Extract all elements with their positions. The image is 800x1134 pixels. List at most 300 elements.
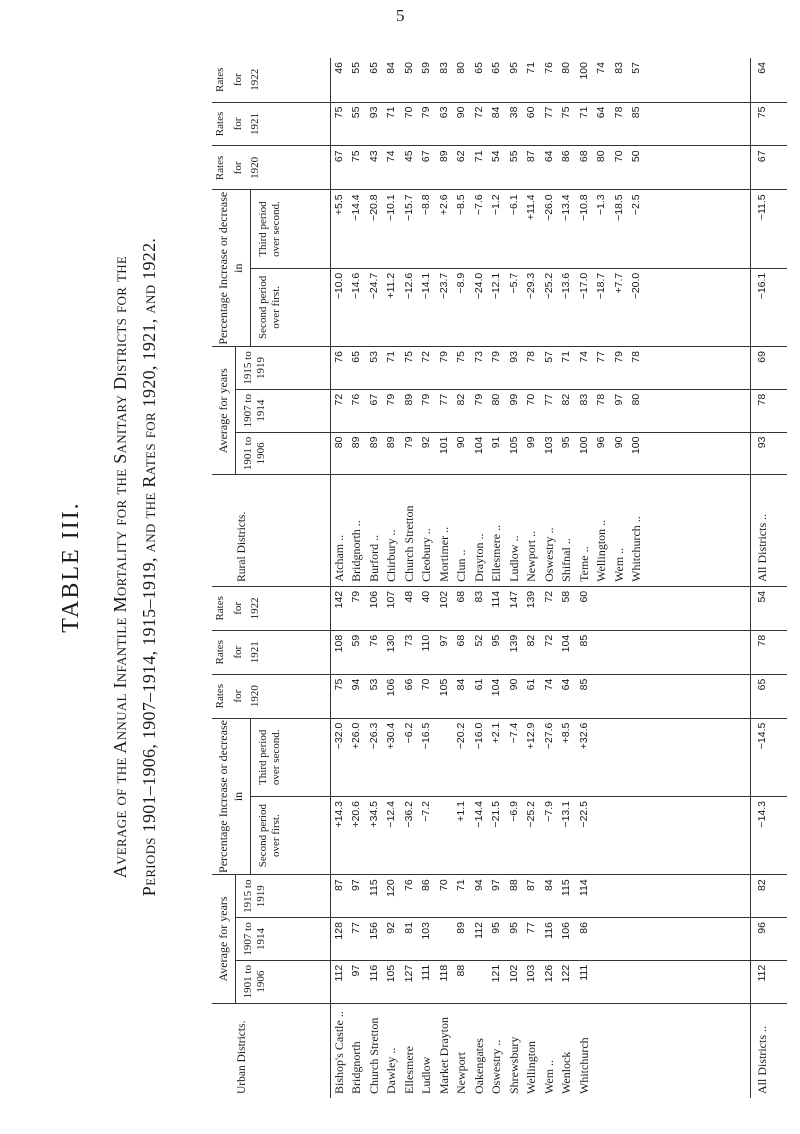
table-cell: 48 [402, 590, 415, 603]
rural-all-rates-1921: 75 [750, 102, 787, 146]
table-cell: 78 [595, 393, 607, 406]
table-cell: −23.7 [437, 272, 450, 300]
table-cell: 116 [542, 922, 555, 939]
table-cell: 108 [332, 634, 345, 653]
table-cell: −6.2 [402, 722, 415, 744]
table-cell: 68 [455, 634, 467, 647]
rates-1922-header: Rates for 1922 [212, 586, 330, 630]
table-cell: 93 [507, 351, 520, 363]
table-cell: 114 [490, 590, 502, 608]
table-cell: 106 [560, 922, 572, 940]
table-cell: 106 [385, 678, 397, 697]
table-cell: 103 [525, 964, 537, 983]
table-cell: 75 [350, 150, 362, 163]
table-cell: 85 [577, 634, 590, 647]
table-cell: 76 [332, 351, 345, 363]
table-cell: −22.5 [577, 800, 590, 828]
table-cell: −8.5 [455, 194, 467, 216]
table-cell: 70 [402, 106, 415, 119]
district-name: Drayton .. [471, 533, 486, 582]
table-cell: 73 [402, 634, 415, 647]
table-cell: 88 [507, 879, 520, 892]
table-cell: 77 [525, 922, 537, 934]
table-cell: 84 [542, 879, 555, 892]
period-1907-1914: 1907 to 1914 [236, 389, 330, 432]
district-name: Wem .. [541, 1059, 556, 1094]
district-name: Shrewsbury [506, 1036, 521, 1094]
district-name: Wem .. [611, 547, 626, 582]
table-cell: 80 [455, 62, 467, 74]
table-cell: −32.0 [332, 722, 345, 750]
table-cell: 89 [455, 922, 467, 934]
table-cell: 89 [367, 436, 380, 449]
table-cell: 95 [490, 634, 502, 647]
rural-all-pct-third-over-second: −11.5 [750, 190, 787, 268]
table-cell: 60 [577, 590, 590, 603]
district-name: Bridgnorth [349, 1041, 363, 1094]
table-cell: 104 [472, 436, 485, 455]
table-cell: −25.2 [525, 800, 537, 828]
table-cell: 78 [630, 351, 642, 363]
table-cell: 78 [525, 351, 537, 363]
rural-pct-third-over-second [330, 190, 750, 268]
table-cell: 65 [367, 62, 380, 74]
table-cell: +32.6 [577, 722, 590, 750]
table-cell: 105 [507, 436, 520, 455]
table-cell: 90 [455, 436, 467, 449]
table-cell: 139 [507, 634, 520, 653]
table-cell: 87 [525, 879, 537, 892]
table-cell: 71 [385, 106, 397, 119]
table-cell: 65 [350, 351, 362, 363]
district-name: Ludlow .. [506, 535, 521, 582]
table-cell: −14.1 [420, 272, 432, 300]
table-cell: −13.4 [560, 194, 572, 221]
table-cell: 97 [350, 964, 362, 977]
table-cell: −21.5 [490, 800, 502, 828]
table-cell: −20.8 [367, 194, 380, 221]
table-cell: 115 [560, 879, 572, 897]
table-cell: +26.0 [350, 722, 362, 750]
percentage-label: Percentage Increase or decrease in [212, 190, 251, 346]
urban-pct-third-over-second [330, 718, 750, 796]
table-cell: 80 [630, 393, 642, 406]
rural-all-avg-1907-1914: 78 [750, 389, 787, 432]
rural-all-avg-1901-1906: 93 [750, 432, 787, 475]
rural-percentage-header [212, 190, 330, 347]
table-cell: −6.1 [507, 194, 520, 216]
urban-percentage-header [212, 718, 330, 875]
table-cell: 130 [385, 634, 397, 653]
table-cell: 79 [490, 351, 502, 363]
table-cell: 90 [507, 678, 520, 691]
table-cell: 89 [385, 436, 397, 449]
table-cell: −14.6 [350, 272, 362, 300]
urban-rates-1922 [330, 586, 750, 630]
rural-all-avg-1915-1919: 69 [750, 347, 787, 390]
rural-avg-1915-1919 [330, 347, 750, 390]
table-cell: 99 [507, 393, 520, 406]
table-cell: 127 [402, 964, 415, 983]
table-cell: −27.6 [542, 722, 555, 750]
table-cell: 110 [420, 634, 432, 652]
table-cell: +5.5 [332, 194, 345, 216]
table-cell: 75 [332, 678, 345, 691]
table-cell: 71 [385, 351, 397, 363]
table-cell: −7.9 [542, 800, 555, 822]
table-cell: 83 [612, 62, 625, 74]
table-cell: 64 [595, 106, 607, 119]
period-1901-1906: 1901 to 1906 [236, 432, 330, 475]
table-cell: 92 [385, 922, 397, 934]
district-name: Burford .. [366, 534, 381, 582]
table-cell: 77 [350, 922, 362, 934]
table-cell: −16.0 [472, 722, 485, 750]
table-cell: 76 [367, 634, 380, 647]
table-cell: 94 [472, 879, 485, 892]
table-cell: −8.8 [420, 194, 432, 216]
table-cell: −18.5 [612, 194, 625, 221]
table-cell: 79 [437, 351, 450, 363]
table-cell: 156 [367, 922, 380, 940]
table-cell: +7.7 [612, 272, 625, 294]
urban-pct-second-over-first [330, 796, 750, 874]
table-cell: 86 [420, 879, 432, 892]
district-name: Cleobury .. [419, 528, 433, 582]
table-cell: 90 [455, 106, 467, 119]
table-cell: −36.2 [402, 800, 415, 828]
table-cell: 63 [437, 106, 450, 119]
table-cell: 115 [367, 879, 380, 897]
table-cell: 76 [402, 879, 415, 892]
rural-average-header [212, 347, 330, 475]
table-cell: −20.0 [630, 272, 642, 300]
table-cell: 105 [385, 964, 397, 983]
table-cell: 89 [350, 436, 362, 449]
table-cell: 55 [350, 106, 362, 119]
table-cell: 94 [350, 678, 362, 691]
table-cell: 102 [507, 964, 520, 983]
table-cell: 111 [420, 964, 432, 981]
table-cell: 75 [560, 106, 572, 119]
table-cell: 54 [490, 150, 502, 163]
rural-avg-1907-1914 [330, 389, 750, 432]
second-over-first-label: Second period over first. [251, 796, 330, 874]
table-cell: −20.2 [455, 722, 467, 750]
table-cell: −14.4 [472, 800, 485, 828]
urban-section-title: Urban Districts. [212, 1003, 330, 1098]
table-cell: 79 [420, 106, 432, 119]
table-cell: 97 [437, 634, 450, 647]
table-cell: −16.5 [420, 722, 432, 750]
table-cell: 99 [525, 436, 537, 449]
table-cell: 61 [472, 678, 485, 691]
table-cell: 77 [542, 106, 555, 119]
table-cell: −18.7 [595, 272, 607, 300]
table-cell: 112 [472, 922, 485, 939]
urban-district-names [330, 1003, 750, 1098]
district-name: Oswestry .. [541, 527, 556, 582]
table-cell: 70 [420, 678, 432, 691]
district-name: Atcham .. [331, 534, 346, 582]
table-cell: 70 [612, 150, 625, 163]
table-cell: 79 [350, 590, 362, 603]
table-cell: 65 [472, 62, 485, 74]
table-heading [0, 0, 190, 1134]
table-cell: 75 [455, 351, 467, 363]
period-1907-1914: 1907 to 1914 [236, 917, 330, 960]
rural-district-names [330, 475, 750, 587]
table-cell: 77 [437, 393, 450, 406]
table-cell: −17.0 [577, 272, 590, 300]
urban-all-avg-1901-1906: 112 [750, 960, 787, 1003]
table-cell [436, 801, 454, 870]
table-cell: 72 [542, 634, 555, 647]
table-cell: 120 [385, 879, 397, 897]
table-cell: 103 [420, 922, 432, 940]
table-cell [436, 922, 454, 956]
district-name: Bridgnorth .. [349, 520, 363, 582]
table-cell: 72 [542, 590, 555, 603]
table-cell: −2.5 [630, 194, 642, 216]
district-name: Clun .. [454, 549, 468, 582]
table-cell: 40 [420, 590, 432, 603]
table-title-line-1: Average of the Annual Infantile Mortality for the Sanitary Districts for the [110, 255, 130, 879]
table-cell: 97 [350, 879, 362, 892]
table-cell: 88 [455, 964, 467, 977]
table-cell: 97 [490, 879, 502, 892]
urban-avg-1915-1919 [330, 875, 750, 918]
table-cell: 126 [542, 964, 555, 983]
table-cell: 76 [542, 62, 555, 74]
table-cell: 67 [367, 393, 380, 406]
district-name: Ellesmere .. [489, 524, 503, 582]
table-cell: −1.2 [490, 194, 502, 216]
table-cell: 116 [367, 964, 380, 982]
district-name: Oswestry .. [489, 1039, 503, 1094]
table-cell: 84 [490, 106, 502, 119]
table-cell: 83 [577, 393, 590, 406]
district-name: Oakengates [471, 1038, 486, 1094]
table-cell: 80 [595, 150, 607, 163]
table-cell: 71 [577, 106, 590, 119]
table-cell: −26.0 [542, 194, 555, 221]
district-name: Market Drayton [436, 1017, 451, 1094]
urban-all-avg-1907-1914: 96 [750, 918, 787, 961]
table-cell: 103 [542, 436, 555, 455]
table-cell: 122 [560, 964, 572, 983]
table-cell: 82 [455, 393, 467, 406]
urban-all-pct-third-over-second: −14.5 [750, 718, 787, 796]
table-cell: −14.4 [350, 194, 362, 221]
urban-avg-1901-1906 [330, 960, 750, 1003]
table-cell: 64 [560, 678, 572, 691]
urban-rates-1921 [330, 630, 750, 674]
table-cell: 78 [612, 106, 625, 119]
district-name: Wellington .. [594, 519, 608, 582]
average-for-years-label: Average for years [212, 347, 236, 474]
table-cell: +8.5 [560, 722, 572, 744]
urban-all-districts-label: All Districts .. [750, 1003, 787, 1098]
table-cell: 84 [455, 678, 467, 691]
table-cell: 86 [560, 150, 572, 163]
table-cell: 121 [490, 964, 502, 983]
rural-all-districts-label: All Districts .. [750, 475, 787, 587]
infant-mortality-table [212, 58, 787, 1098]
table-cell: 142 [332, 590, 345, 609]
table-cell: 97 [612, 393, 625, 406]
page-number: 5 [396, 6, 405, 25]
table-cell: 58 [560, 590, 572, 603]
table-cell: 59 [350, 634, 362, 647]
table-cell: 55 [350, 62, 362, 74]
table-cell: 61 [525, 678, 537, 691]
table-cell: 50 [630, 150, 642, 163]
table-cell: −7.6 [472, 194, 485, 216]
table-cell: 75 [402, 351, 415, 363]
table-cell: 79 [612, 351, 625, 363]
table-cell: 74 [542, 678, 555, 691]
table-cell: 70 [525, 393, 537, 406]
rural-rates-1922 [330, 58, 750, 102]
rural-avg-1901-1906 [330, 432, 750, 475]
table-cell: 105 [437, 678, 450, 697]
rates-1921-header: Rates for 1921 [212, 102, 330, 146]
table-cell: 71 [560, 351, 572, 363]
table-cell: 57 [630, 62, 642, 74]
table-cell: 72 [420, 351, 432, 363]
table-cell: 80 [332, 436, 345, 449]
table-cell: 89 [437, 150, 450, 163]
table-cell: 111 [577, 964, 590, 981]
table-number: TABLE III. [58, 501, 84, 633]
urban-avg-1907-1914 [330, 918, 750, 961]
urban-all-rates-1921: 78 [750, 630, 787, 674]
table-cell: 95 [507, 922, 520, 934]
table-cell: 118 [437, 964, 450, 982]
table-title-line-2: Periods 1901–1906, 1907–1914, 1915–1919, and the Rates for 1920, 1921, and 1922. [139, 237, 159, 897]
table-cell: 100 [577, 62, 590, 80]
rates-1920-header: Rates for 1920 [212, 674, 330, 718]
district-name: Newport [454, 1052, 468, 1094]
table-cell: 53 [367, 351, 380, 363]
table-cell: 139 [525, 590, 537, 609]
table-cell: +20.6 [350, 800, 362, 828]
table-cell: 79 [402, 436, 415, 449]
table-cell: 83 [437, 62, 450, 74]
table-cell: 50 [402, 62, 415, 74]
table-cell: +2.6 [437, 194, 450, 216]
table-cell: 100 [630, 436, 642, 455]
table-cell: 89 [402, 393, 415, 406]
table-cell: 71 [525, 62, 537, 74]
table-cell: 84 [385, 62, 397, 74]
table-cell: 72 [332, 393, 345, 406]
table-cell: 83 [472, 590, 485, 603]
table-cell: 100 [577, 436, 590, 455]
table-cell: +2.1 [490, 722, 502, 744]
table-cell [436, 723, 454, 792]
table-cell: −29.3 [525, 272, 537, 300]
table-cell: 91 [490, 436, 502, 449]
table-cell: +34.5 [367, 800, 380, 828]
table-cell: −10.8 [577, 194, 590, 221]
table-cell: −10.0 [332, 272, 345, 300]
district-name: Newport .. [524, 530, 538, 582]
table-cell: 80 [490, 393, 502, 406]
table-cell: 102 [437, 590, 450, 609]
table-cell: 90 [612, 436, 625, 449]
table-cell: 71 [472, 150, 485, 163]
table-cell: 76 [350, 393, 362, 406]
table-cell: 75 [332, 106, 345, 119]
table-cell: −12.1 [490, 272, 502, 300]
table-cell: +14.3 [332, 800, 345, 828]
district-name: Chirbury .. [384, 529, 398, 582]
table-cell: −24.0 [472, 272, 485, 300]
rural-section-title: Rural Districts. [212, 475, 330, 587]
district-name: Ellesmere [401, 1046, 416, 1094]
table-cell: 92 [420, 436, 432, 449]
table-cell: 128 [332, 922, 345, 940]
district-name: Teme .. [576, 546, 591, 582]
table-cell: +12.9 [525, 722, 537, 750]
table-cell: −10.1 [385, 194, 397, 221]
table-cell: −15.7 [402, 194, 415, 221]
rural-pct-second-over-first [330, 268, 750, 346]
table-cell: −6.9 [507, 800, 520, 822]
table-cell: 81 [402, 922, 415, 934]
table-cell: 57 [542, 351, 555, 363]
table-cell: 74 [577, 351, 590, 363]
table-cell: 74 [595, 62, 607, 74]
period-1915-1919: 1915 to 1919 [242, 351, 267, 385]
table-cell: −1.3 [595, 194, 607, 216]
table-cell: 95 [490, 922, 502, 934]
table-cell [471, 965, 489, 999]
table-cell: 107 [385, 590, 397, 609]
table-cell: +11.2 [385, 272, 397, 299]
table-cell: +30.4 [385, 722, 397, 750]
table-cell: 82 [525, 634, 537, 647]
urban-all-rates-1922: 54 [750, 586, 787, 630]
table-cell: 112 [332, 964, 345, 982]
rates-1922-header: Rates for 1922 [212, 58, 330, 102]
table-cell: −24.7 [367, 272, 380, 300]
rural-all-pct-second-over-first: −16.1 [750, 268, 787, 346]
district-name: Bishop's Castle .. [331, 1011, 346, 1094]
table-cell: 68 [577, 150, 590, 163]
table-cell: 79 [385, 393, 397, 406]
district-name: Whitchurch [576, 1037, 591, 1094]
table-cell: 67 [420, 150, 432, 163]
table-cell: 68 [455, 590, 467, 603]
third-over-second-label: Third period over second. [257, 201, 282, 257]
table-cell: 101 [437, 436, 450, 455]
percentage-label: Percentage Increase or decrease in [212, 719, 251, 875]
table-cell: 80 [560, 62, 572, 74]
rural-rates-1921 [330, 102, 750, 146]
table-cell: 70 [437, 879, 450, 892]
rural-all-rates-1920: 67 [750, 146, 787, 190]
district-name: Mortimer .. [436, 526, 451, 582]
table-cell: 87 [332, 879, 345, 892]
table-cell: 66 [402, 678, 415, 691]
district-name: Wellington [524, 1040, 538, 1094]
urban-all-pct-second-over-first: −14.3 [750, 796, 787, 874]
district-name: Shifnal .. [559, 538, 573, 582]
table-cell: 85 [577, 678, 590, 691]
